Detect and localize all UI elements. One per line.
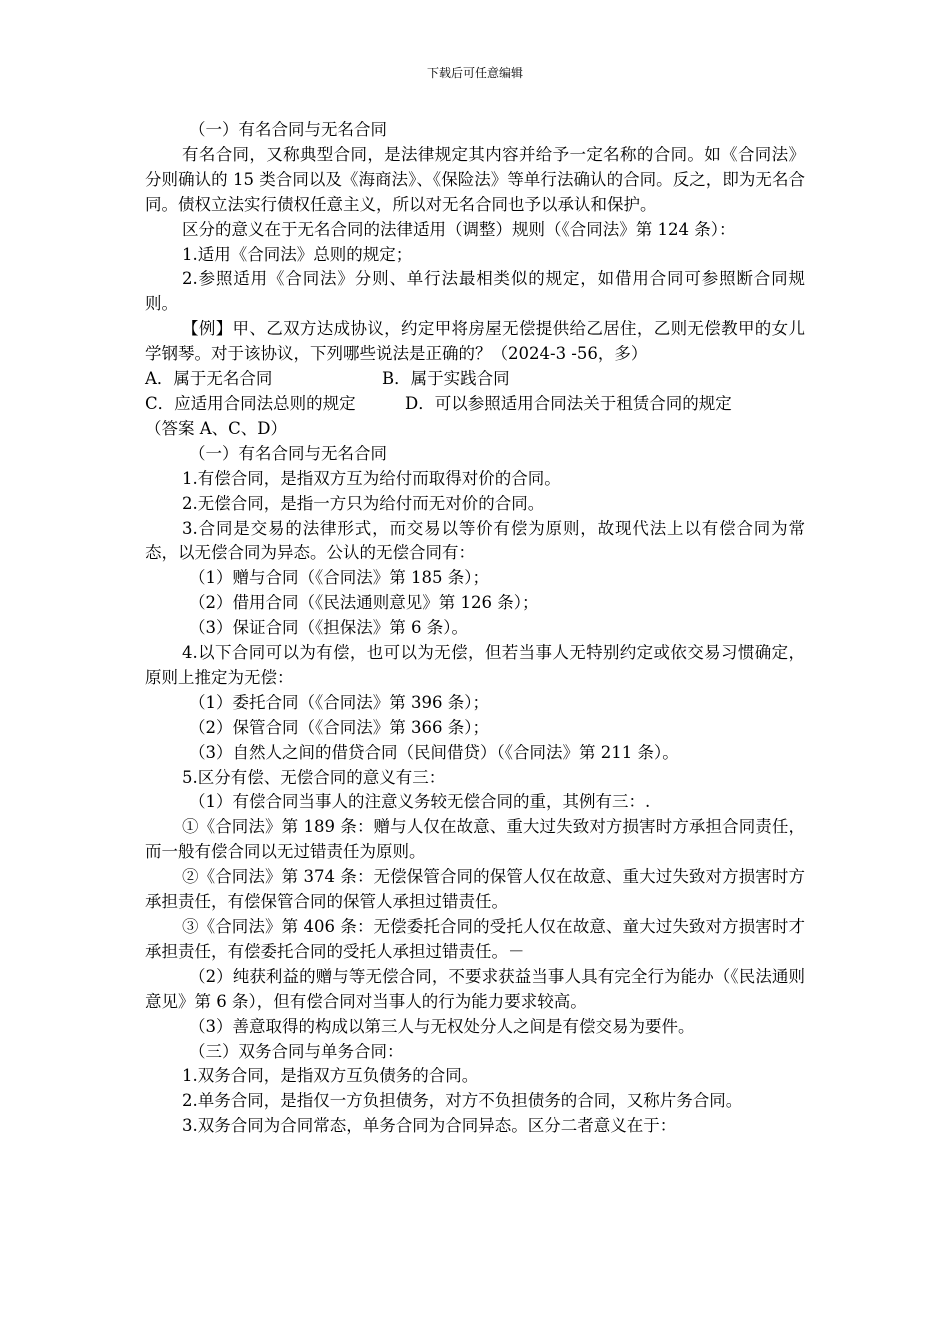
- paragraph: （1）有偿合同当事人的注意义务较无偿合同的重，其例有三：.: [189, 792, 651, 812]
- paragraph: （2）借用合同（《民法通则意见》第 126 条）；: [189, 593, 539, 613]
- paragraph: 【例】甲、乙双方达成协议，约定甲将房屋无偿提供给乙居住，乙则无偿教甲的女儿学钢琴。对于该协议，下列哪些说法是正确的？（2024-3 -56，多）: [145, 319, 805, 364]
- section-part-1: [145, 118, 805, 367]
- paragraph: （2）纯获利益的赠与等无偿合同，不要求获益当事人具有完全行为能办（《民法通则意见》第 6 条），但有偿合同对当事人的行为能力要求较高。: [145, 966, 805, 1011]
- paragraph: 2.参照适用《合同法》分则、单行法最相类似的规定，如借用合同可参照断合同规则。: [145, 269, 805, 314]
- paragraph: ②《合同法》第 374 条：无偿保管合同的保管人仅在故意、重大过失致对方损害时方承担责任，有偿保管合同的保管人承担过错责任。: [145, 867, 805, 912]
- option-c: C．应适用合同法总则的规定: [145, 393, 356, 413]
- answer-line: （答案 A、C、D）: [145, 418, 288, 438]
- paragraph: （3）自然人之间的借贷合同（民间借贷）（《合同法》第 211 条）。: [189, 742, 679, 762]
- paragraph: （1）委托合同（《合同法》第 396 条）；: [189, 692, 489, 712]
- paragraph: 3.双务合同为合同常态，单务合同为合同异态。区分二者意义在于：: [182, 1116, 677, 1136]
- paragraph: （一）有名合同与无名合同: [189, 120, 387, 139]
- paragraph: 区分的意义在于无名合同的法律适用（调整）规则（《合同法》第 124 条）：: [182, 219, 736, 239]
- option-b: B．属于实践合同: [382, 369, 510, 389]
- paragraph: 1.适用《合同法》总则的规定；: [182, 244, 413, 264]
- paragraph: ①《合同法》第 189 条：赠与人仅在故意、重大过失致对方损害时方承担合同责任，而一般有偿合同以无过错责任为原则。: [145, 817, 805, 862]
- options-row-2: [145, 392, 805, 417]
- paragraph: 1.双务合同，是指双方互负债务的合同。: [182, 1066, 479, 1086]
- page-header-note: 下载后可任意编辑: [426, 66, 523, 80]
- paragraph: （三）双务合同与单务合同：: [189, 1041, 404, 1061]
- paragraph: 2.单务合同，是指仅一方负担债务，对方不负担债务的合同，又称片务合同。: [182, 1091, 743, 1111]
- paragraph: 2.无偿合同，是指一方只为给付而无对价的合同。: [182, 493, 545, 513]
- options-row-1: [145, 367, 805, 392]
- paragraph: 3.合同是交易的法律形式，而交易以等价有偿为原则，故现代法上以有偿合同为常态，以无偿合同为异态。公认的无偿合同有：: [145, 518, 805, 563]
- paragraph: 4.以下合同可以为有偿，也可以为无偿，但若当事人无特别约定或依交易习惯确定，原则上推定为无偿：: [145, 643, 805, 687]
- paragraph: （3）善意取得的构成以第三人与无权处分人之间是有偿交易为要件。: [189, 1016, 695, 1036]
- document-body: [145, 118, 805, 1139]
- paragraph: 5.区分有偿、无偿合同的意义有三：: [182, 767, 446, 787]
- section-part-2: [145, 442, 805, 1139]
- paragraph: （3）保证合同（《担保法》第 6 条）。: [189, 618, 468, 638]
- paragraph: （一）有名合同与无名合同: [189, 443, 387, 463]
- paragraph: ③《合同法》第 406 条：无偿委托合同的受托人仅在故意、童大过失致对方损害时才承担责任，有偿委托合同的受托人承担过错责任。－: [145, 917, 805, 961]
- paragraph: 1.有偿合同，是指双方互为给付而取得对价的合同。: [182, 468, 561, 488]
- paragraph: 有名合同，又称典型合同，是法律规定其内容并给予一定名称的合同。如《合同法》分则确认的 15 类合同以及《海商法》、《保险法》等单行法确认的合同。反之，即为无名合同。债权立法实行债权任意主义，所以对无名合同也予以承认和保护。: [145, 144, 805, 214]
- option-d: D．可以参照适用合同法关于租赁合同的规定: [405, 393, 732, 413]
- paragraph: （2）保管合同（《合同法》第 366 条）；: [189, 717, 489, 737]
- option-a: A．属于无名合同: [145, 369, 273, 389]
- paragraph: （1）赠与合同（《合同法》第 185 条）；: [189, 568, 489, 588]
